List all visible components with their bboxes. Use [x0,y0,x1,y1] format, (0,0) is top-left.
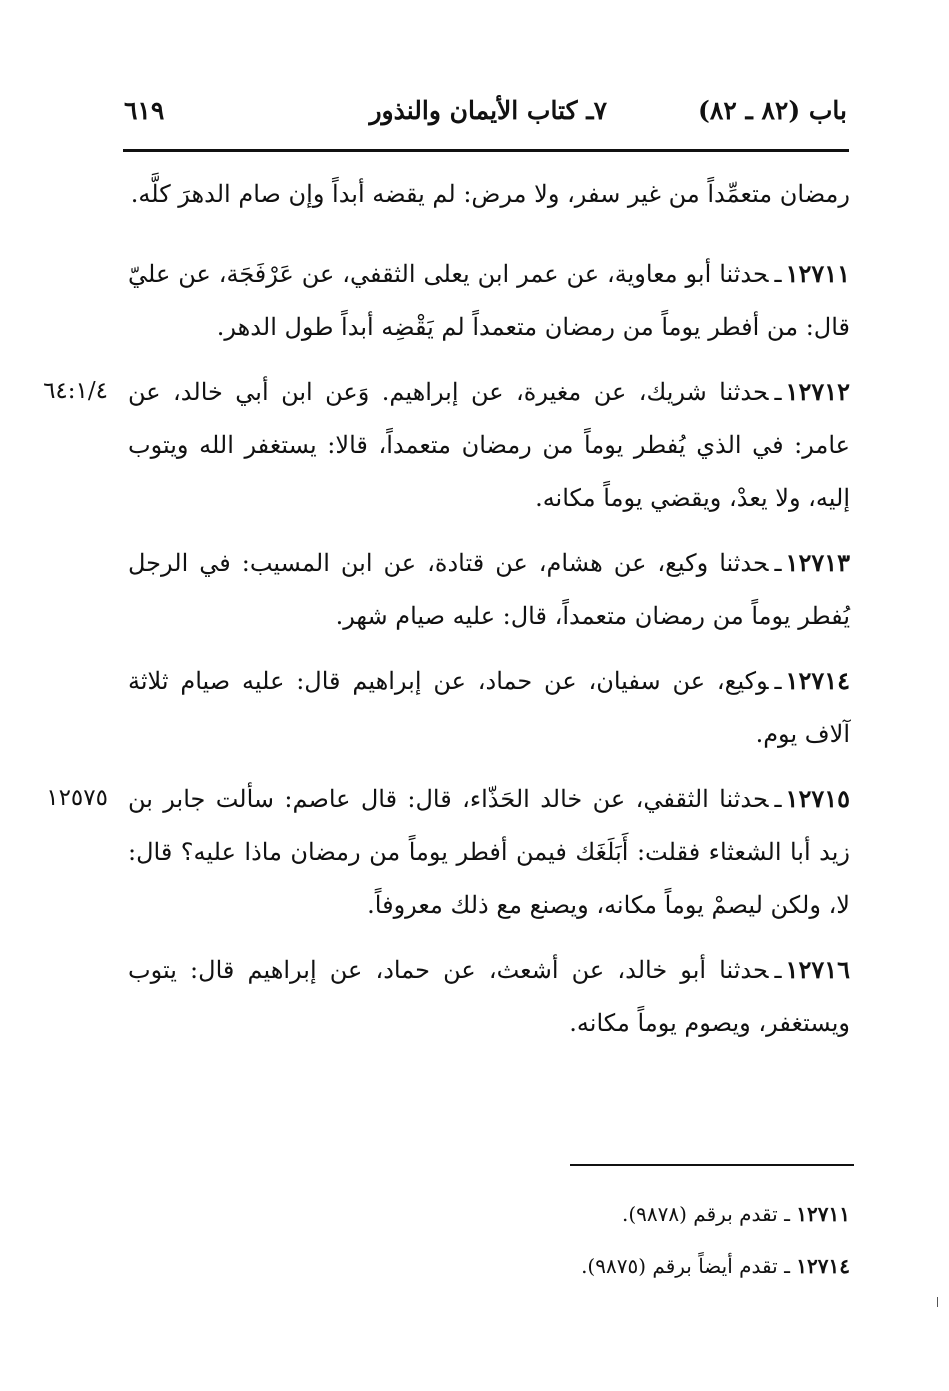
hadith-number: ١٢٧١٢ [785,377,850,406]
paragraph-text: حدثنا أبو خالد، عن أشعث، عن حماد، عن إبراهيم قال: يتوب ويستغفر، ويصوم يوماً مكانه. [128,956,850,1037]
footnotes [300,1188,850,1292]
header-rule [123,149,849,152]
footnote-dash: ـ [784,1254,790,1278]
number-dash: ـ [774,785,782,813]
hadith-number: ١٢٧١٦ [785,955,850,984]
hadith-paragraph [128,536,850,643]
paragraph-text: حدثنا أبو معاوية، عن عمر ابن يعلى الثقفي، عن عَرْفَجَة، عن عليّ قال: من أفطر يوماً من رمضان متعمداً لم يَقْضِه أبداً طول الدهر. [128,260,850,341]
number-dash: ـ [774,667,782,695]
footnote [300,1188,850,1240]
margin-reference: ٦٤:١/٤ [43,378,108,404]
book-title: ٧ـ كتاب الأيمان والنذور [369,96,607,125]
paragraph-text: حدثنا وكيع، عن هشام، عن قتادة، عن ابن المسيب: في الرجل يُفطر يوماً من رمضان متعمداً، قال: عليه صيام شهر. [128,549,850,630]
hadith-number: ١٢٧١٥ [785,784,850,813]
hadith-paragraph [128,943,850,1050]
hadith-paragraph [128,247,850,354]
paragraph-continuation [128,168,850,221]
number-dash: ـ [774,956,782,984]
number-dash: ـ [774,260,782,288]
footnote-text: تقدم برقم (٩٨٧٨). [622,1202,778,1226]
hadith-number: ١٢٧١٤ [785,666,850,695]
paragraph-text: رمضان متعمِّداً من غير سفر، ولا مرض: لم يقضه أبداً وإن صام الدهرَ كلَّه. [130,180,850,208]
paragraph-text: وكيع، عن سفيان، عن حماد، عن إبراهيم قال: عليه صيام ثلاثة آلاف يوم. [128,667,850,748]
paragraph-text: حدثنا الثقفي، عن خالد الحَذّاء، قال: قال عاصم: سألت جابر بن زيد أبا الشعثاء فقلت: أَبَلَغَك فيمن أفطر يوماً من رمضان ماذا عليه؟ قال: لا، ولكن ليصمْ يوماً مكانه، ويصنع مع ذلك معروفاً. [128,785,850,919]
page-number: ٦١٩ [124,96,165,125]
footnote-dash: ـ [784,1202,790,1226]
hadith-paragraph [46,772,850,932]
footnote-rule [570,1164,854,1166]
hadith-paragraph [43,365,850,525]
hadith-number: ١٢٧١٣ [785,548,850,577]
hadith-paragraph [128,654,850,761]
number-dash: ـ [774,549,782,577]
hadith-number: ١٢٧١١ [785,259,851,288]
footnote-number: ١٢٧١٤ [796,1254,850,1278]
paragraph-text: حدثنا شريك، عن مغيرة، عن إبراهيم. وَعن ابن أبي خالد، عن عامر: في الذي يُفطر يوماً من رمضان متعمداً، قالا: يستغفر الله ويتوب إليه، ولا يعدْ، ويقضي يوماً مكانه. [128,378,850,512]
number-dash: ـ [774,378,782,406]
chapter-heading: باب (٨٢ ـ ٨٢) [698,96,847,125]
footnote [300,1240,850,1292]
scan-mark [937,1297,938,1307]
footnote-text: تقدم أيضاً برقم (٩٨٧٥). [581,1254,778,1278]
main-text [43,168,851,1061]
footnote-number: ١٢٧١١ [796,1202,850,1226]
margin-reference: ١٢٥٧٥ [46,785,108,811]
page-header [120,92,847,136]
